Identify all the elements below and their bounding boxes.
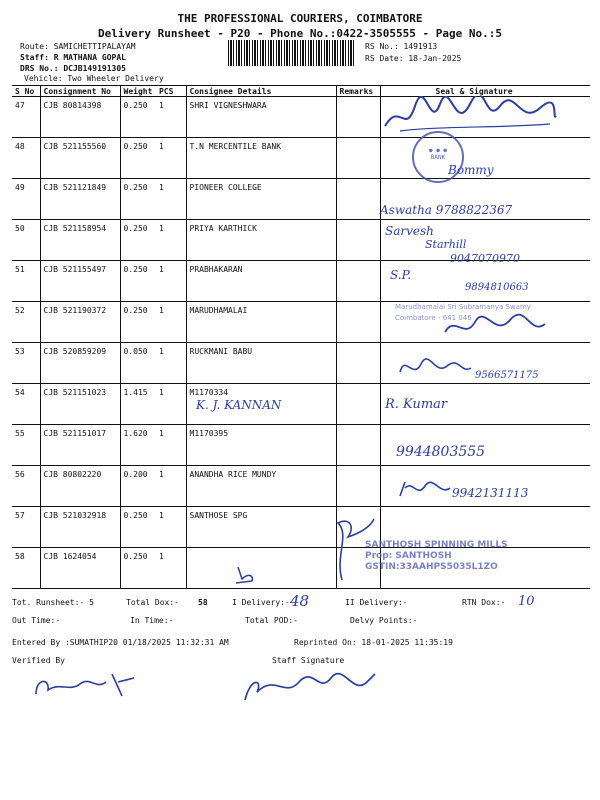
col-consignee: Consignee Details <box>186 86 336 97</box>
cell-sno: 49 <box>12 179 40 220</box>
hw-row54-b: R. Kumar <box>385 397 448 412</box>
cell-weight: 0.250 <box>120 507 156 548</box>
staff-signature-label: Staff Signature <box>272 656 345 665</box>
signature-row56 <box>395 476 455 504</box>
cell-pcs: 1 <box>156 138 186 179</box>
total-dox-label: Total Dox:- <box>126 598 179 607</box>
in-time: In Time:- <box>130 616 174 625</box>
rs-date: RS Date: 18-Jan-2025 <box>365 54 462 63</box>
tot-runsheet: Tot. Runsheet:- 5 <box>12 598 94 607</box>
cell-remarks <box>336 466 380 507</box>
cell-weight: 0.250 <box>120 179 156 220</box>
signature-row53 <box>395 352 475 382</box>
cell-consignee: SHRI VIGNESHWARA <box>186 97 336 138</box>
table-header <box>12 86 590 97</box>
cell-cons: CJB 521158954 <box>40 220 120 261</box>
cell-weight: 0.250 <box>120 97 156 138</box>
cell-remarks <box>336 97 380 138</box>
ii-delivery-label: II Delivery:- <box>345 598 408 607</box>
cell-weight: 0.050 <box>120 343 156 384</box>
col-seal: Seal & Signature <box>380 86 590 97</box>
cell-sno: 57 <box>12 507 40 548</box>
rs-no: RS No.: 1491913 <box>365 42 438 51</box>
stamp-mill-line1: SANTHOSH SPINNING MILLS <box>365 540 508 550</box>
col-pcs: PCS <box>156 86 186 97</box>
hw-row54-a: K. J. KANNAN <box>196 398 282 412</box>
cell-remarks <box>336 384 380 425</box>
cell-pcs: 1 <box>156 302 186 343</box>
barcode <box>228 40 356 66</box>
col-remarks: Remarks <box>336 86 380 97</box>
delvy-points: Delvy Points:- <box>350 616 418 625</box>
hw-row51-b: 9894810663 <box>465 282 529 293</box>
cell-pcs: 1 <box>156 343 186 384</box>
rtn-dox-label: RTN Dox:- <box>462 598 506 607</box>
runsheet-subtitle: Delivery Runsheet - P20 - Phone No.:0422-3505555 - Page No.:5 <box>98 27 502 40</box>
verified-signature <box>30 668 140 704</box>
hw-row50-c: 9047070970 <box>450 252 520 265</box>
cell-sno: 54 <box>12 384 40 425</box>
cell-seal <box>380 261 590 302</box>
cell-cons: CJB 521155560 <box>40 138 120 179</box>
reprinted-on: Reprinted On: 18-01-2025 11:35:19 <box>294 638 453 647</box>
hw-row56: 9942131113 <box>452 486 529 500</box>
rtn-dox-value: 10 <box>518 594 535 609</box>
table-row <box>12 384 590 425</box>
hw-row49: Aswatha 9788822367 <box>380 203 513 217</box>
cell-weight: 0.250 <box>120 138 156 179</box>
staff: Staff: R MATHANA GOPAL <box>20 53 126 62</box>
cell-consignee: T.N MERCENTILE BANK <box>186 138 336 179</box>
table-row <box>12 425 590 466</box>
cell-remarks <box>336 179 380 220</box>
cell-weight: 0.250 <box>120 548 156 589</box>
hw-row53: 9566571175 <box>475 370 539 381</box>
cell-cons: CJB 521032918 <box>40 507 120 548</box>
signature-row47 <box>380 96 560 140</box>
out-time: Out Time:- <box>12 616 61 625</box>
cell-remarks <box>336 343 380 384</box>
cell-cons: CJB 80814398 <box>40 97 120 138</box>
col-consignment: Consignment No <box>40 86 120 97</box>
cell-pcs: 1 <box>156 425 186 466</box>
cell-consignee: M1170334 <box>186 384 336 425</box>
entered-by: Entered By :SUMATHIP20 01/18/2025 11:32:31 AM <box>12 638 229 647</box>
total-pod: Total POD:- <box>245 616 298 625</box>
cell-consignee: MARUDHAMALAI <box>186 302 336 343</box>
cell-remarks <box>336 425 380 466</box>
cell-remarks <box>336 138 380 179</box>
cell-pcs: 1 <box>156 548 186 589</box>
hw-row51-a: S.P. <box>390 268 412 282</box>
cell-sno: 58 <box>12 548 40 589</box>
vehicle: Vehicle: Two Wheeler Delivery <box>24 74 164 83</box>
cell-weight: 0.200 <box>120 466 156 507</box>
cell-cons: CJB 1624054 <box>40 548 120 589</box>
cell-consignee: M1170395 <box>186 425 336 466</box>
cell-pcs: 1 <box>156 179 186 220</box>
table-row <box>12 261 590 302</box>
mark-row58 <box>232 563 262 585</box>
cell-weight: 1.415 <box>120 384 156 425</box>
hw-row50-a: Sarvesh <box>385 224 434 238</box>
stamp-mill-line3: GSTIN:33AAHPS5035L1ZO <box>365 562 498 572</box>
cell-consignee: PRIYA KARTHICK <box>186 220 336 261</box>
drs-no: DRS No.: DCJB149191305 <box>20 64 126 73</box>
total-dox-value: 58 <box>198 598 208 607</box>
stamp-temple-line1: Marudhamalai Sri Subramanya Swamy <box>395 303 531 311</box>
cell-sno: 53 <box>12 343 40 384</box>
hw-row48: Bommy <box>448 163 494 177</box>
cell-consignee: ANANDHA RICE MUNDY <box>186 466 336 507</box>
cell-pcs: 1 <box>156 384 186 425</box>
cell-consignee: PIONEER COLLEGE <box>186 179 336 220</box>
signature-row52 <box>440 310 550 344</box>
hw-row50-b: Starhill <box>425 238 467 251</box>
cell-consignee: RUCKMANI BABU <box>186 343 336 384</box>
cell-weight: 0.250 <box>120 261 156 302</box>
staff-signature <box>235 668 385 708</box>
route: Route: SAMICHETTIPALAYAM <box>20 42 136 51</box>
table-row <box>12 138 590 179</box>
cell-pcs: 1 <box>156 507 186 548</box>
cell-consignee: SANTHOSE SPG <box>186 507 336 548</box>
cell-cons: CJB 521151017 <box>40 425 120 466</box>
cell-remarks <box>336 261 380 302</box>
cell-sno: 56 <box>12 466 40 507</box>
cell-sno: 55 <box>12 425 40 466</box>
cell-consignee: PRABHAKARAN <box>186 261 336 302</box>
i-delivery-value: 48 <box>290 592 310 610</box>
i-delivery-label: I Delivery:- <box>232 598 290 607</box>
cell-cons: CJB 521151023 <box>40 384 120 425</box>
cell-sno: 48 <box>12 138 40 179</box>
cell-remarks <box>336 220 380 261</box>
stamp-mill-line2: Prop: SANTHOSH <box>365 551 452 561</box>
cell-pcs: 1 <box>156 220 186 261</box>
cell-remarks <box>336 302 380 343</box>
cell-cons: CJB 521155497 <box>40 261 120 302</box>
company-title: THE PROFESSIONAL COURIERS, COIMBATORE <box>177 12 423 25</box>
cell-cons: CJB 80802220 <box>40 466 120 507</box>
stamp-temple-line2: Coimbatore - 641 046 <box>395 314 472 322</box>
cell-pcs: 1 <box>156 97 186 138</box>
cell-weight: 0.250 <box>120 302 156 343</box>
cell-sno: 47 <box>12 97 40 138</box>
mill-stamp <box>365 540 508 573</box>
col-sno: S No <box>12 86 40 97</box>
cell-weight: 0.250 <box>120 220 156 261</box>
verified-by: Verified By <box>12 656 65 665</box>
cell-sno: 52 <box>12 302 40 343</box>
cell-cons: CJB 520859209 <box>40 343 120 384</box>
cell-pcs: 1 <box>156 466 186 507</box>
cell-cons: CJB 521121849 <box>40 179 120 220</box>
cell-sno: 50 <box>12 220 40 261</box>
cell-sno: 51 <box>12 261 40 302</box>
cell-pcs: 1 <box>156 261 186 302</box>
hw-row55: 9944803555 <box>396 444 486 460</box>
cell-weight: 1.620 <box>120 425 156 466</box>
bank-seal: ● ● ● BANK <box>412 131 464 183</box>
cell-cons: CJB 521190372 <box>40 302 120 343</box>
col-weight: Weight <box>120 86 156 97</box>
